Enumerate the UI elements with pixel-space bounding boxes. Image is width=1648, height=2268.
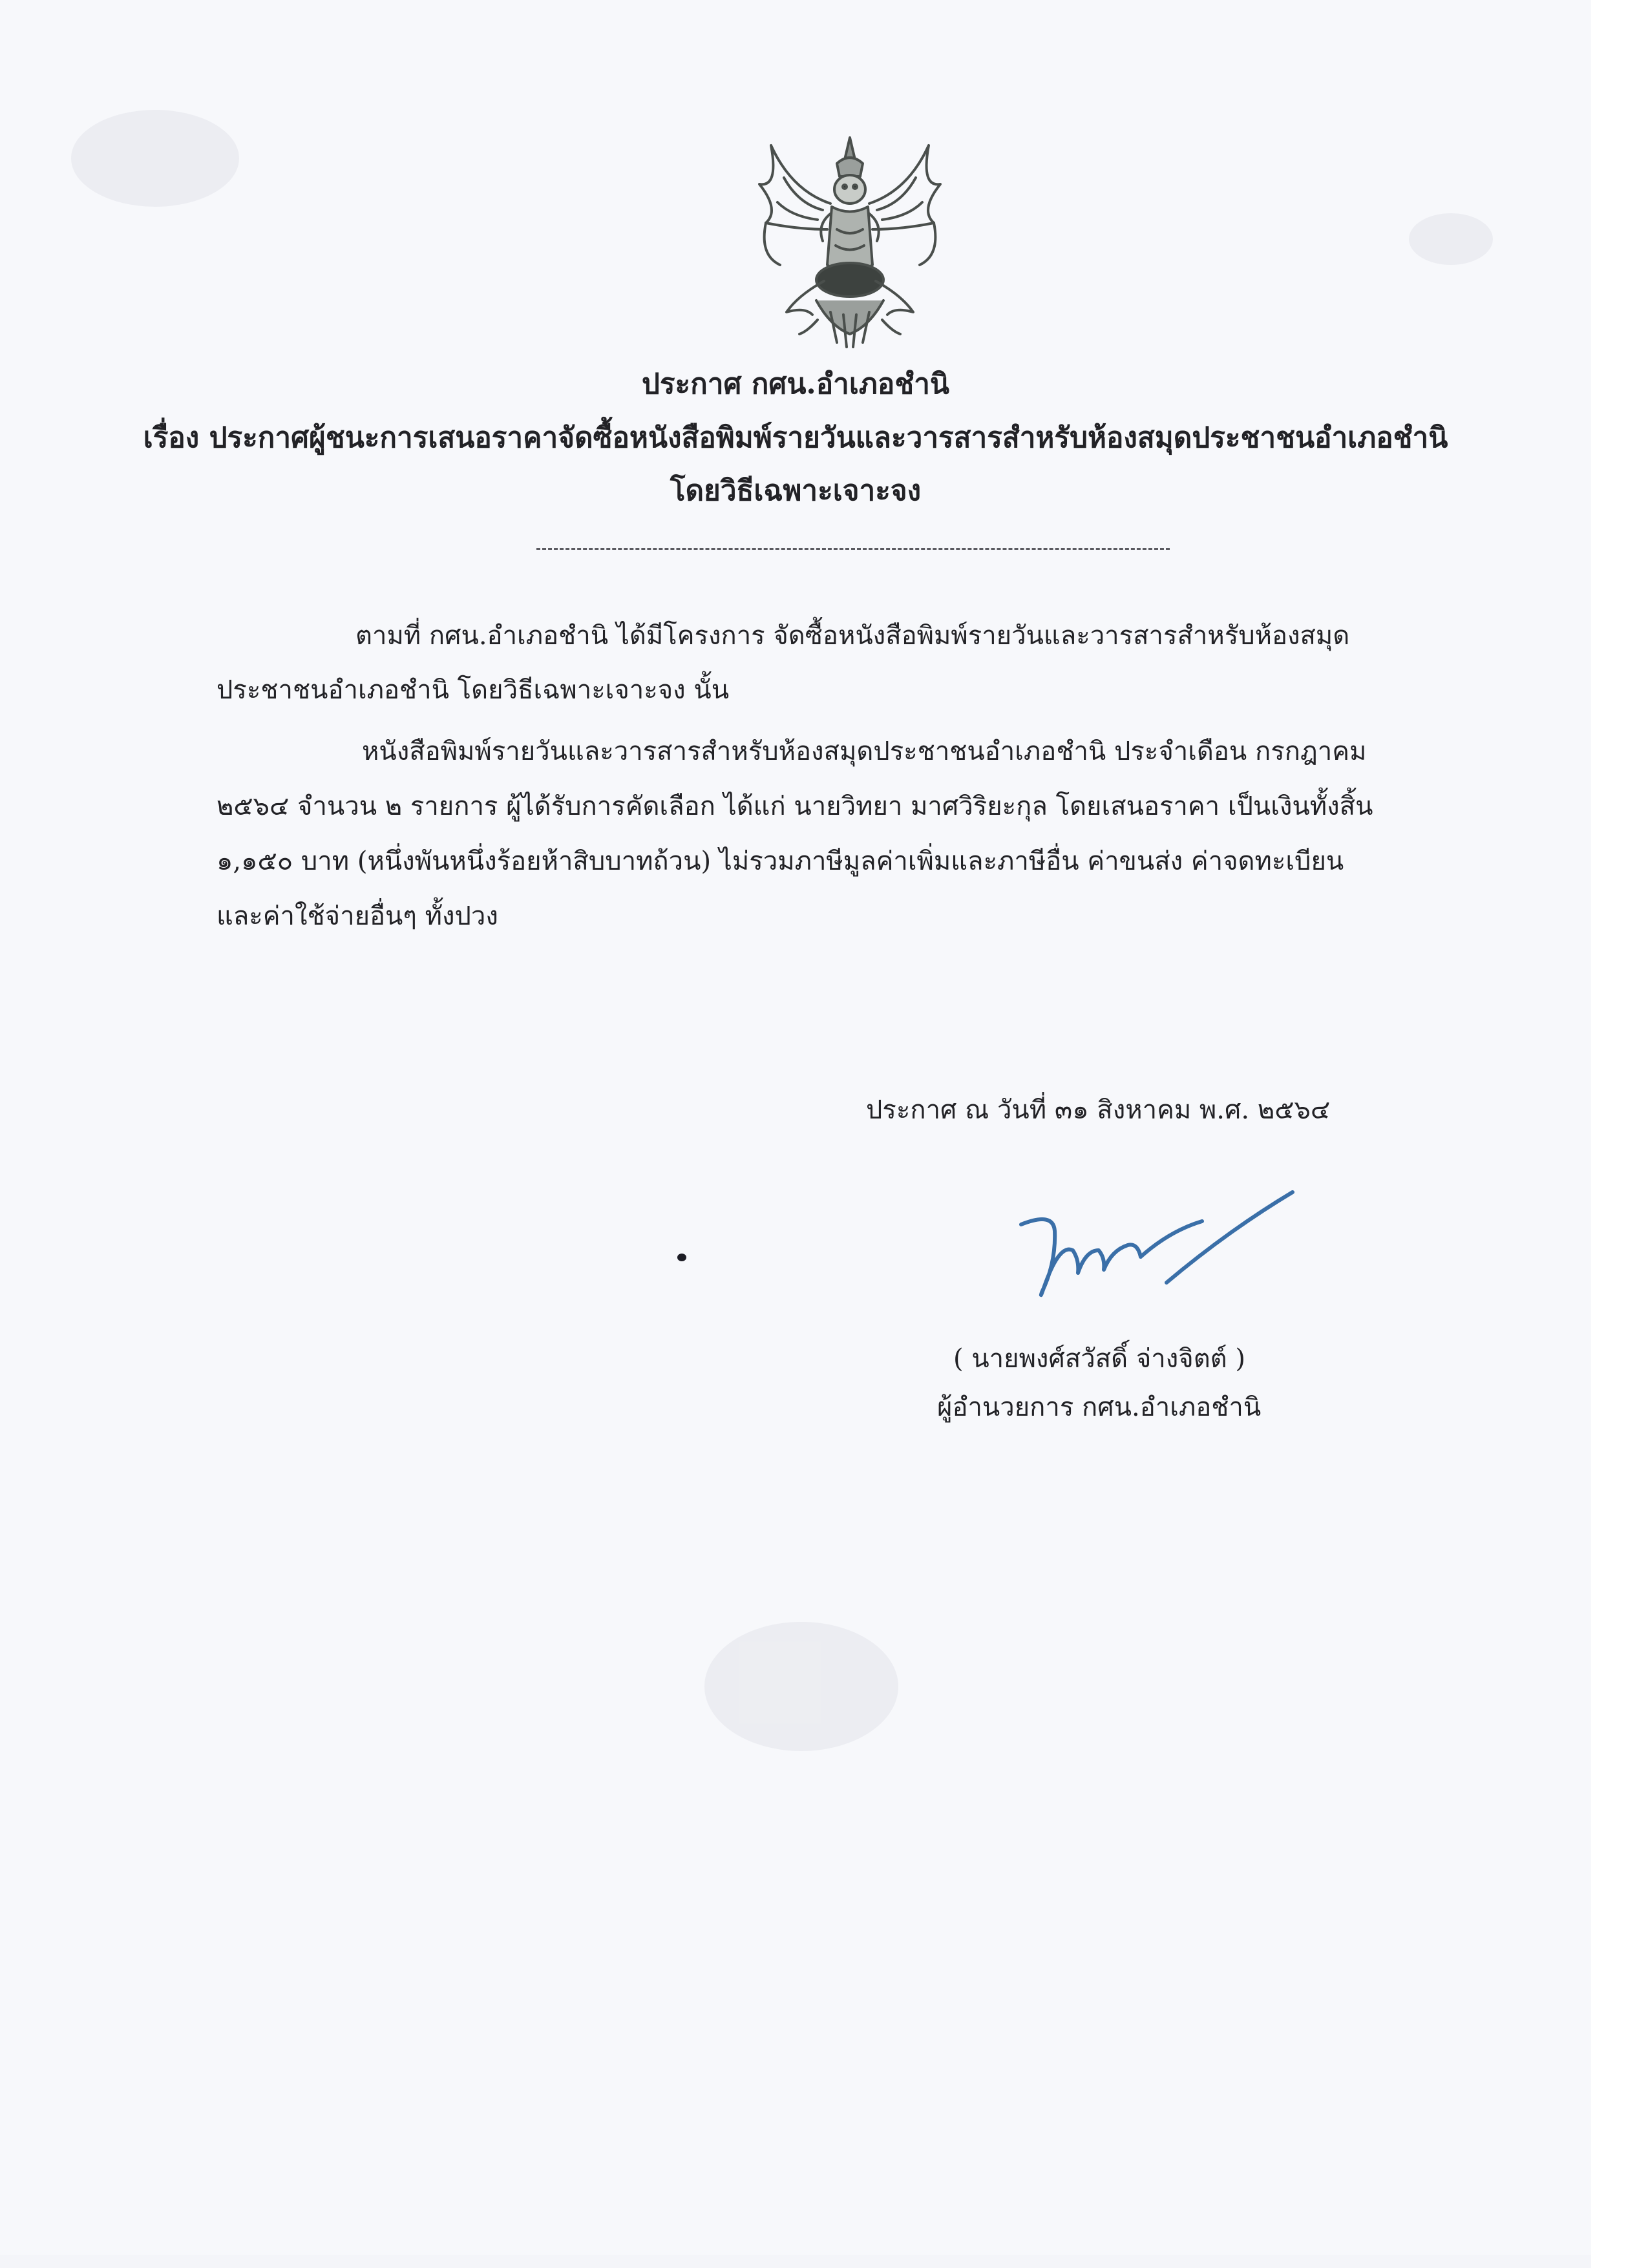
paragraph-2-line-4: และค่าใช้จ่ายอื่นๆ ทั้งปวง <box>217 901 498 931</box>
header-divider <box>536 548 1170 550</box>
paragraph-1-line-2: ประชาชนอำเภอชำนิ โดยวิธีเฉพาะเจาะจง นั้น <box>217 675 730 705</box>
announcement-subject-method: โดยวิธีเฉพาะเจาะจง <box>670 474 922 507</box>
ink-speck <box>677 1254 686 1261</box>
paragraph-2-line-3: ๑,๑๕๐ บาท (หนึ่งพันหนึ่งร้อยห้าสิบบาทถ้วน) ไม่รวมภาษีมูลค่าเพิ่มและภาษีอื่น ค่าขนส่ง ค่าจดทะเบียน <box>217 846 1344 876</box>
scan-margin <box>1591 0 1648 2268</box>
announcement-date: ประกาศ ณ วันที่ ๓๑ สิงหาคม พ.ศ. ๒๕๖๔ <box>866 1095 1331 1125</box>
scan-smudge <box>1409 213 1493 265</box>
paragraph-1-line-1: ตามที่ กศน.อำเภอชำนิ ได้มีโครงการ จัดซื้อหนังสือพิมพ์รายวันและวารสารสำหรับห้องสมุด <box>355 621 1350 651</box>
signer-position: ผู้อำนวยการ กศน.อำเภอชำนิ <box>937 1392 1262 1422</box>
signer-name: ( นายพงศ์สวัสดิ์ จ่างจิตต์ ) <box>953 1344 1245 1374</box>
signature <box>1008 1186 1305 1312</box>
scan-smudge <box>704 1622 898 1751</box>
announcement-title: ประกาศ กศน.อำเภอชำนิ <box>641 368 949 401</box>
garuda-emblem-icon <box>740 126 960 352</box>
announcement-subject: เรื่อง ประกาศผู้ชนะการเสนอราคาจัดซื้อหนังสือพิมพ์รายวันและวารสารสำหรับห้องสมุดประชาชนอำเภอชำนิ <box>143 421 1448 454</box>
paragraph-2-line-1: หนังสือพิมพ์รายวันและวารสารสำหรับห้องสมุดประชาชนอำเภอชำนิ ประจำเดือน กรกฎาคม <box>362 737 1367 766</box>
paragraph-2-line-2: ๒๕๖๔ จำนวน ๒ รายการ ผู้ได้รับการคัดเลือก ได้แก่ นายวิทยา มาศวิริยะกุล โดยเสนอราคา เป็นเงินทั้งสิ้น <box>217 792 1373 821</box>
scan-smudge <box>71 110 239 207</box>
